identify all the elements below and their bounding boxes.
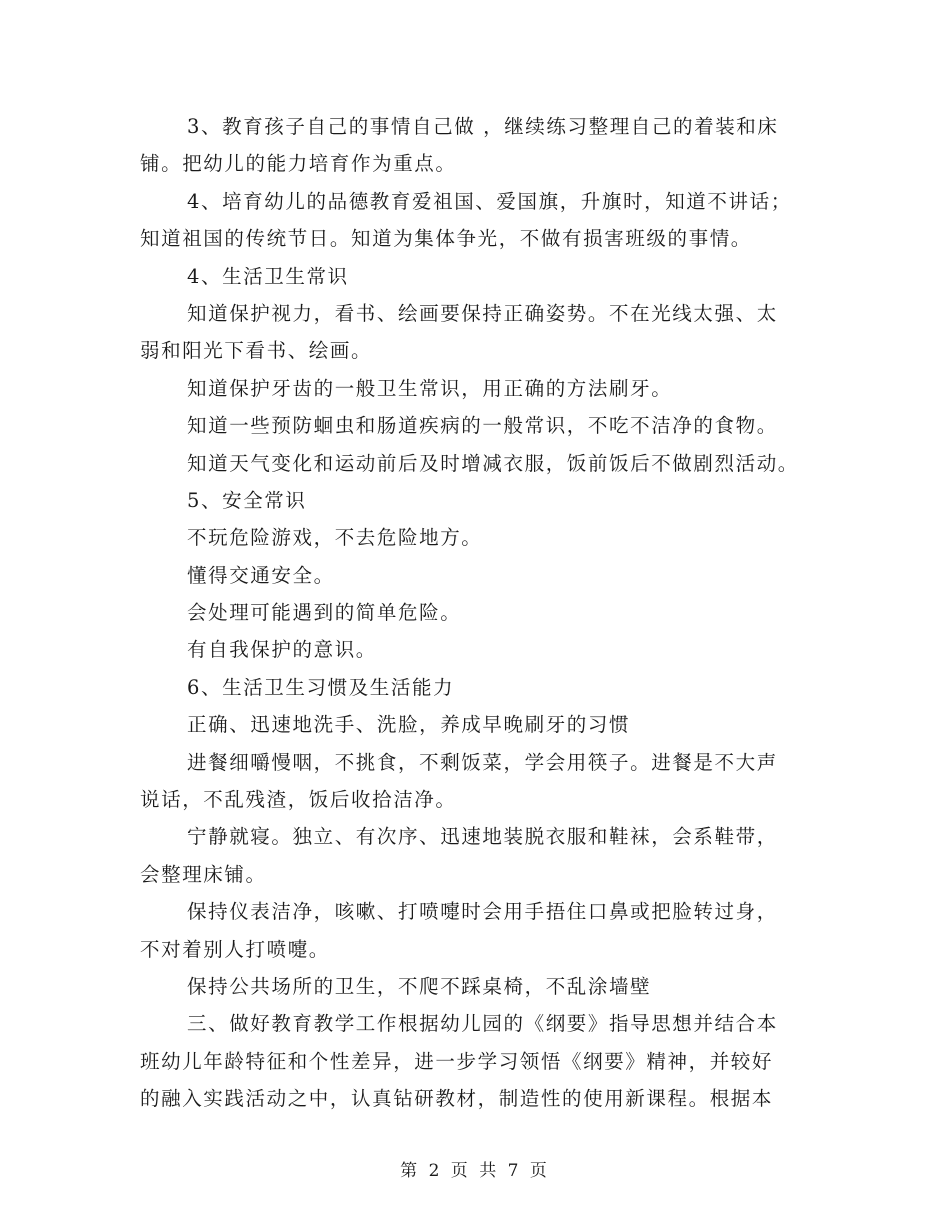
paragraph-line: 知道保护视力，看书、绘画要保持正确姿势。不在光线太强、太 [187, 301, 778, 325]
page-number-footer: 第 2 页 共 7 页 [400, 1161, 550, 1181]
section-heading: 三、做好教育教学工作根据幼儿园的《纲要》指导思想并结合本 [187, 1012, 778, 1036]
paragraph-line: 知道保护牙齿的一般卫生常识，用正确的方法刷牙。 [187, 376, 673, 400]
paragraph-line: 懂得交通安全。 [187, 563, 335, 587]
paragraph-line: 会处理可能遇到的简单危险。 [187, 601, 462, 625]
paragraph-line: 知道天气变化和运动前后及时增减衣服，饭前饭后不做剧烈活动。 [187, 451, 799, 475]
section-heading: 6、生活卫生习惯及生活能力 [187, 675, 455, 699]
paragraph-line: 铺。把幼儿的能力培育作为重点。 [140, 152, 457, 176]
paragraph-line: 宁静就寝。独立、有次序、迅速地装脱衣服和鞋袜，会系鞋带， [187, 825, 778, 849]
paragraph-line: 会整理床铺。 [140, 862, 267, 886]
paragraph-line: 进餐细嚼慢咽，不挑食，不剩饭菜，学会用筷子。进餐是不大声 [187, 750, 778, 774]
paragraph-line: 4、培育幼儿的品德教育爱祖国、爱国旗，升旗时，知道不讲话； [187, 189, 792, 213]
paragraph-line: 保持仪表洁净，咳嗽、打喷嚏时会用手捂住口鼻或把脸转过身， [187, 900, 778, 924]
paragraph-line: 保持公共场所的卫生，不爬不踩桌椅，不乱涂墙壁 [187, 974, 652, 998]
paragraph-line: 有自我保护的意识。 [187, 638, 377, 662]
paragraph-line: 的融入实践活动之中，认真钻研教材，制造性的使用新课程。根据本 [140, 1087, 774, 1111]
paragraph-line: 正确、迅速地洗手、洗脸，养成早晚刷牙的习惯 [187, 713, 631, 737]
paragraph-line: 说话，不乱残渣，饭后收拾洁净。 [140, 788, 457, 812]
section-heading: 4、生活卫生常识 [187, 264, 349, 288]
body-text [140, 108, 808, 1118]
section-heading: 5、安全常识 [187, 488, 307, 512]
paragraph-line: 3、教育孩子自己的事情自己做 ，继续练习整理自己的着装和床 [187, 115, 779, 138]
paragraph-line: 弱和阳光下看书、绘画。 [140, 339, 373, 363]
paragraph-line: 知道祖国的传统节日。知道为集体争光，不做有损害班级的事情。 [140, 227, 752, 251]
paragraph-line: 不玩危险游戏，不去危险地方。 [187, 526, 483, 550]
paragraph-line: 不对着别人打喷嚏。 [140, 937, 330, 961]
paragraph-line: 知道一些预防蛔虫和肠道疾病的一般常识，不吃不洁净的食物。 [187, 414, 778, 438]
paragraph-line: 班幼儿年龄特征和个性差异，进一步学习领悟《纲要》精神，并较好 [140, 1049, 774, 1073]
